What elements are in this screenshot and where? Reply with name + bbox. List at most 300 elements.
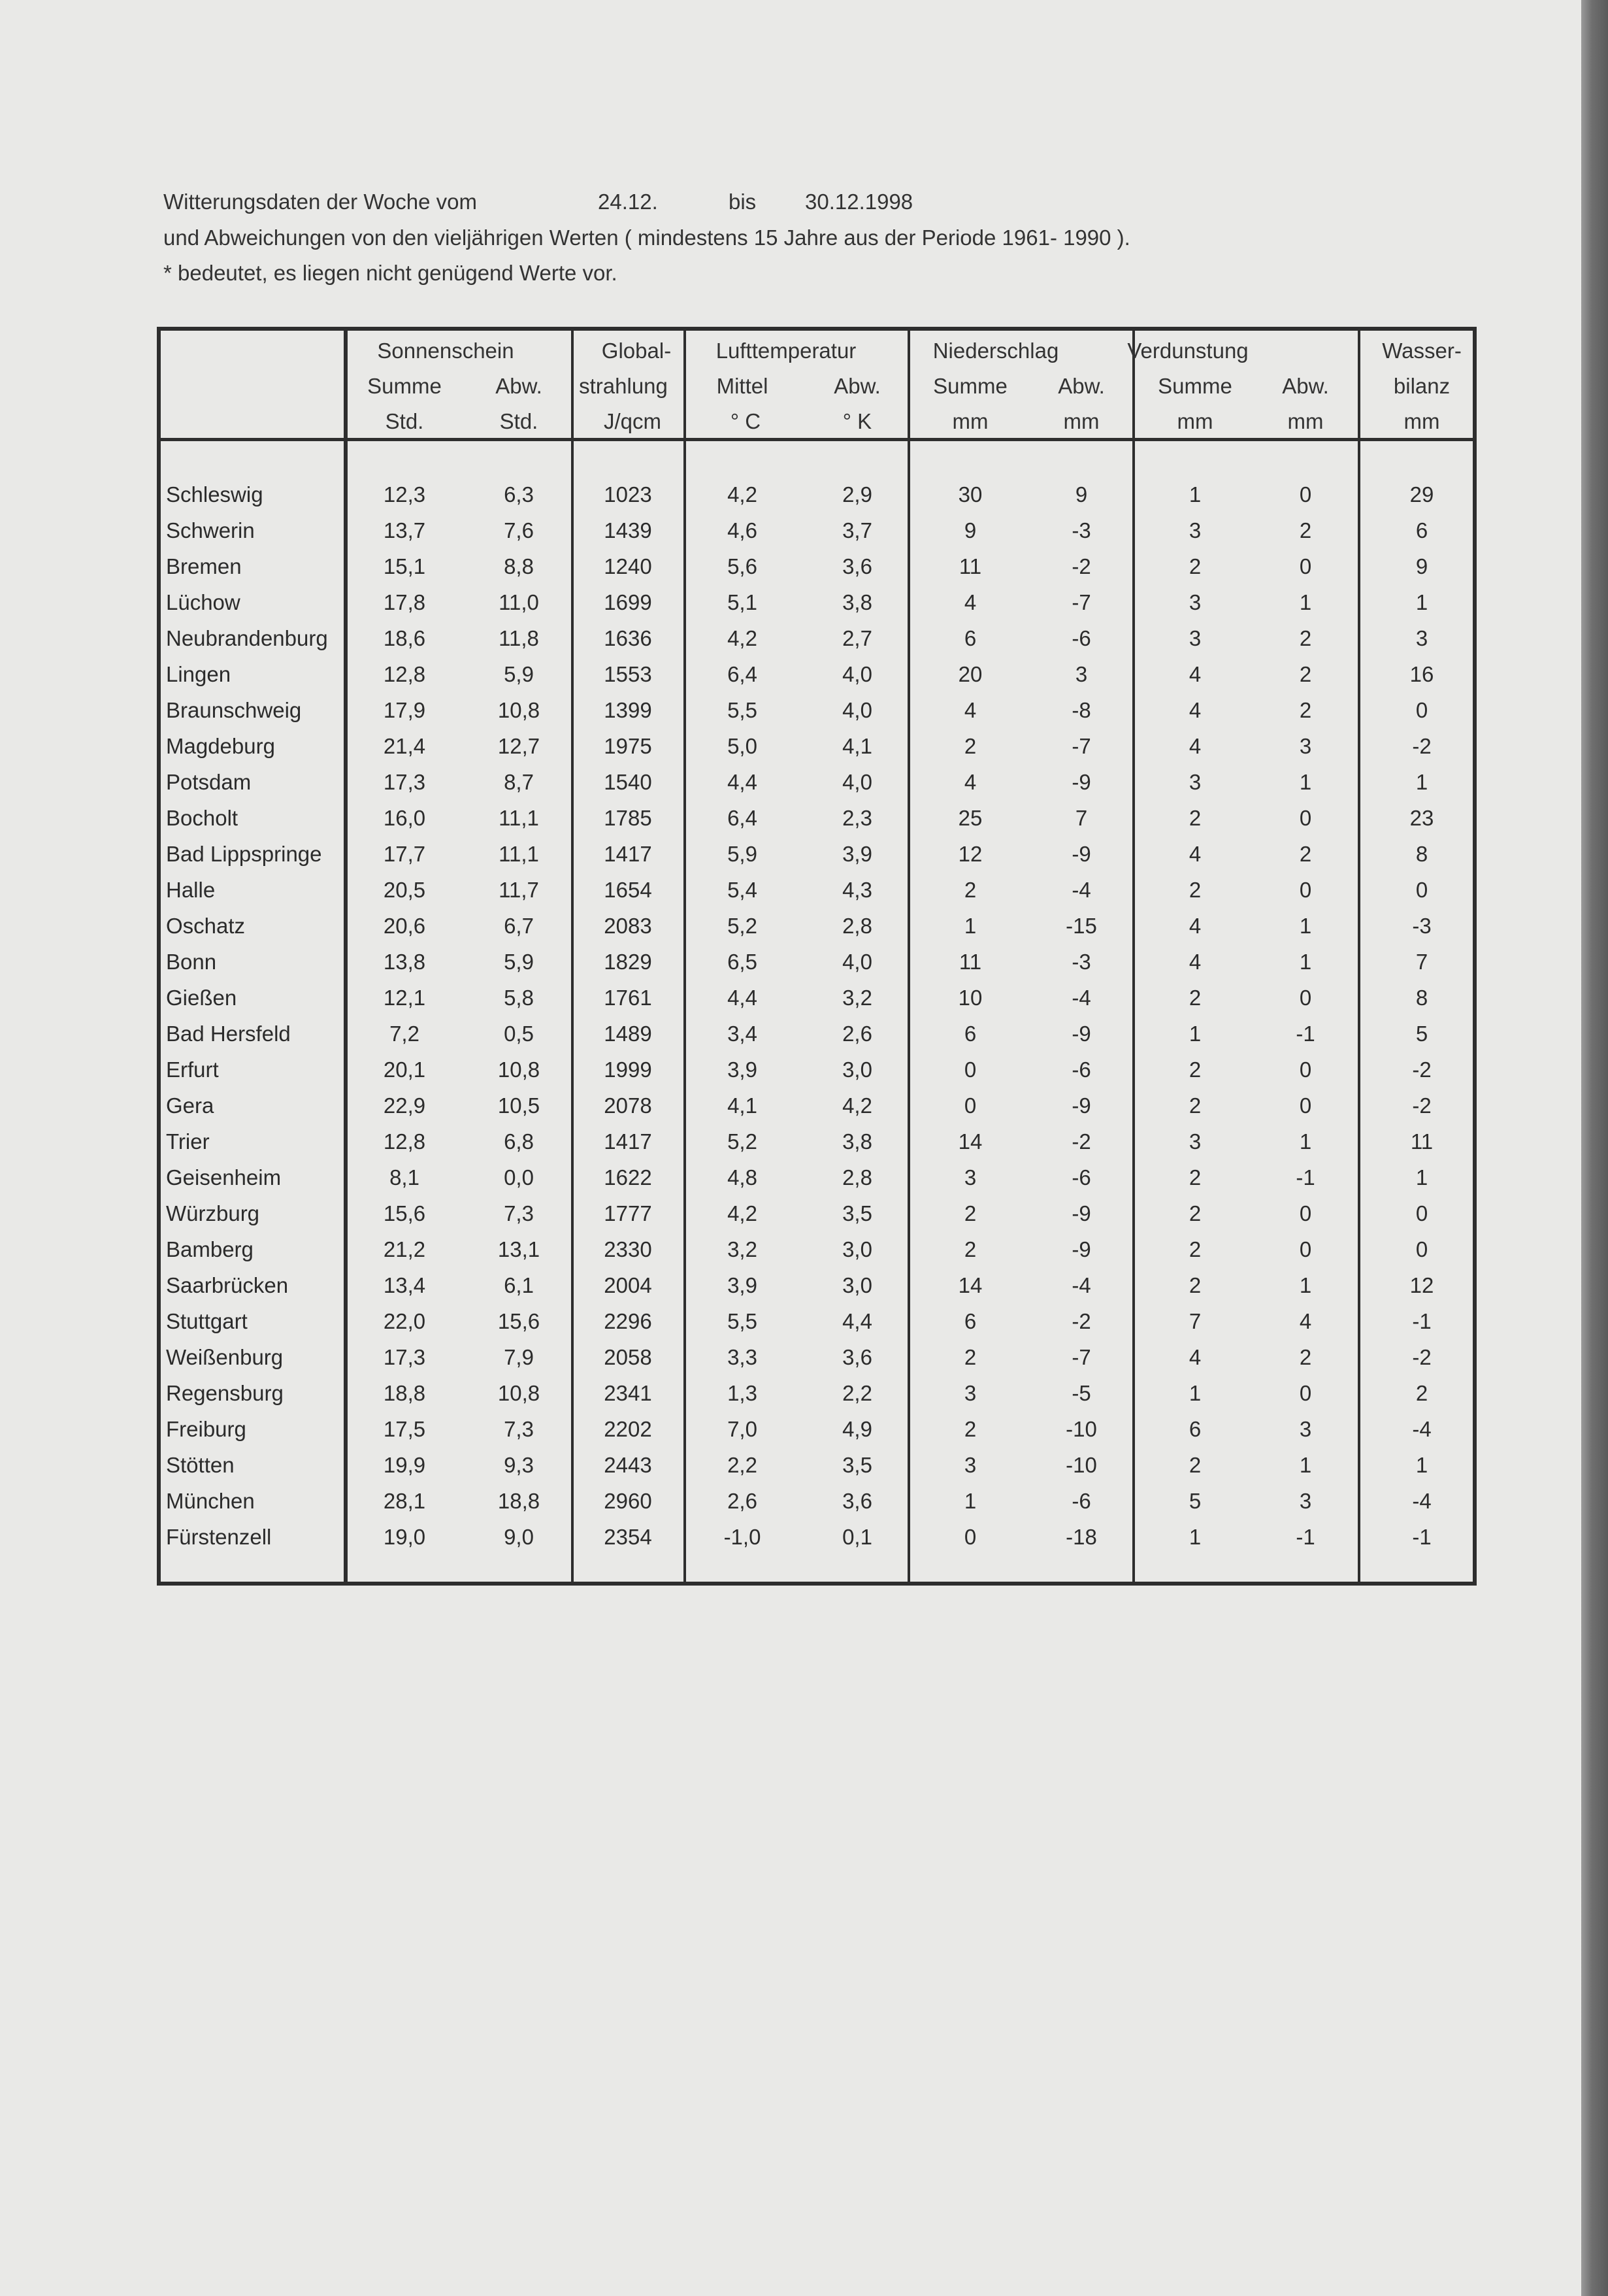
verd-summe: 2 xyxy=(1189,554,1202,578)
globalstrahlung: 1417 xyxy=(604,842,652,866)
header-global-2: strahlung xyxy=(579,374,668,398)
sonne-abw: 9,3 xyxy=(504,1453,534,1477)
station-name: Magdeburg xyxy=(166,734,275,758)
sonne-summe: 7,2 xyxy=(389,1022,419,1046)
verd-summe: 3 xyxy=(1189,626,1202,650)
verd-summe: 3 xyxy=(1189,770,1202,794)
globalstrahlung: 1622 xyxy=(604,1165,652,1190)
nieder-abw: -7 xyxy=(1072,1345,1091,1369)
temp-mittel: 5,2 xyxy=(727,914,757,938)
nieder-summe: 11 xyxy=(959,950,982,974)
temp-mittel: 4,1 xyxy=(727,1093,757,1118)
temp-mittel: 4,4 xyxy=(727,986,757,1010)
wasserbilanz: 1 xyxy=(1415,590,1428,614)
header-unit-std-1: Std. xyxy=(385,409,424,433)
globalstrahlung: 1489 xyxy=(604,1022,652,1046)
table-row xyxy=(161,1381,1473,1417)
table-row xyxy=(161,914,1473,950)
sonne-abw: 10,5 xyxy=(497,1093,540,1118)
temp-mittel: 6,5 xyxy=(727,950,757,974)
verd-abw: 0 xyxy=(1299,1201,1312,1225)
verd-abw: 2 xyxy=(1299,518,1312,542)
station-name: Oschatz xyxy=(166,914,246,938)
header-wasser-1: Wasser- xyxy=(1382,339,1462,363)
sonne-abw: 12,7 xyxy=(497,734,540,758)
verd-summe: 2 xyxy=(1189,1165,1202,1190)
verd-abw: 3 xyxy=(1299,1489,1312,1513)
verd-summe: 2 xyxy=(1189,1453,1202,1477)
sonne-summe: 16,0 xyxy=(383,806,426,830)
temp-mittel: 5,5 xyxy=(727,698,757,722)
temp-mittel: 4,2 xyxy=(727,1201,757,1225)
sonne-abw: 6,7 xyxy=(504,914,534,938)
temp-abw: 2,8 xyxy=(842,1165,872,1190)
temp-abw: 3,5 xyxy=(842,1201,872,1225)
table-row xyxy=(161,1201,1473,1237)
nieder-summe: 20 xyxy=(958,662,983,686)
table-row xyxy=(161,662,1473,698)
verd-abw: 0 xyxy=(1299,1237,1312,1261)
temp-abw: 0,1 xyxy=(842,1525,872,1549)
table-row xyxy=(161,554,1473,590)
nieder-abw: -9 xyxy=(1072,1022,1091,1046)
sonne-abw: 10,8 xyxy=(497,1381,540,1405)
nieder-summe: 10 xyxy=(958,986,983,1010)
sonne-abw: 18,8 xyxy=(497,1489,540,1513)
station-name: Geisenheim xyxy=(166,1165,282,1190)
station-name: Weißenburg xyxy=(166,1345,284,1369)
scanner-edge xyxy=(1581,0,1608,2296)
globalstrahlung: 2083 xyxy=(604,914,652,938)
temp-abw: 3,9 xyxy=(842,842,872,866)
verd-abw: -1 xyxy=(1296,1022,1315,1046)
verd-summe: 3 xyxy=(1189,590,1202,614)
table-row xyxy=(161,878,1473,914)
temp-abw: 3,0 xyxy=(842,1057,872,1082)
sonne-summe: 20,6 xyxy=(383,914,426,938)
nieder-summe: 1 xyxy=(964,914,977,938)
table-row xyxy=(161,950,1473,986)
station-name: Bamberg xyxy=(166,1237,254,1261)
station-name: Gera xyxy=(166,1093,214,1118)
nieder-summe: 0 xyxy=(964,1057,977,1082)
temp-mittel: 4,6 xyxy=(727,518,757,542)
wasserbilanz: 0 xyxy=(1415,1201,1428,1225)
verd-abw: -1 xyxy=(1296,1165,1315,1190)
verd-abw: 1 xyxy=(1299,1273,1312,1297)
wasserbilanz: 9 xyxy=(1415,554,1428,578)
sonne-summe: 21,4 xyxy=(383,734,426,758)
sonne-summe: 21,2 xyxy=(383,1237,426,1261)
sonne-abw: 10,8 xyxy=(497,1057,540,1082)
nieder-summe: 2 xyxy=(964,1201,977,1225)
sonne-abw: 7,3 xyxy=(504,1201,534,1225)
verd-summe: 7 xyxy=(1189,1309,1202,1333)
temp-abw: 3,6 xyxy=(842,1345,872,1369)
wasserbilanz: 1 xyxy=(1415,1165,1428,1190)
nieder-abw: -6 xyxy=(1072,626,1091,650)
temp-abw: 2,2 xyxy=(842,1381,872,1405)
temp-abw: 3,6 xyxy=(842,554,872,578)
temp-mittel: 3,4 xyxy=(727,1022,757,1046)
globalstrahlung: 1829 xyxy=(604,950,652,974)
station-name: Halle xyxy=(166,878,216,902)
sonne-summe: 13,4 xyxy=(383,1273,426,1297)
globalstrahlung: 1636 xyxy=(604,626,652,650)
temp-mittel: 7,0 xyxy=(727,1417,757,1441)
header-unit-mm-1: mm xyxy=(952,409,989,433)
wasserbilanz: 0 xyxy=(1415,1237,1428,1261)
temp-abw: 4,4 xyxy=(842,1309,872,1333)
verd-abw: 1 xyxy=(1299,1129,1312,1154)
header-unit-mm-5: mm xyxy=(1403,409,1440,433)
station-name: Neubrandenburg xyxy=(166,626,328,650)
wasserbilanz: -1 xyxy=(1412,1525,1432,1549)
station-name: Lüchow xyxy=(166,590,240,614)
globalstrahlung: 2330 xyxy=(604,1237,652,1261)
temp-mittel: 4,4 xyxy=(727,770,757,794)
nieder-abw: -6 xyxy=(1072,1489,1091,1513)
nieder-summe: 4 xyxy=(964,590,977,614)
header-wasser-2: bilanz xyxy=(1393,374,1451,398)
header-unit-mm-2: mm xyxy=(1063,409,1100,433)
globalstrahlung: 1785 xyxy=(604,806,652,830)
temp-mittel: 5,4 xyxy=(727,878,757,902)
temp-abw: 4,1 xyxy=(842,734,872,758)
sonne-summe: 13,7 xyxy=(383,518,426,542)
verd-summe: 2 xyxy=(1189,1273,1202,1297)
sonne-summe: 8,1 xyxy=(389,1165,419,1190)
nieder-abw: 9 xyxy=(1075,482,1088,507)
wasserbilanz: 11 xyxy=(1410,1129,1434,1154)
temp-abw: 4,9 xyxy=(842,1417,872,1441)
nieder-abw: 3 xyxy=(1075,662,1088,686)
sonne-abw: 8,7 xyxy=(504,770,534,794)
header-sonne-summe: Summe xyxy=(367,374,442,398)
station-name: Trier xyxy=(166,1129,210,1154)
wasserbilanz: 6 xyxy=(1415,518,1428,542)
nieder-summe: 0 xyxy=(964,1525,977,1549)
table-row xyxy=(161,1093,1473,1129)
wasserbilanz: -2 xyxy=(1412,1057,1432,1082)
header-unit-c: ° C xyxy=(730,409,761,433)
date-from: 24.12. xyxy=(598,190,658,214)
nieder-abw: -9 xyxy=(1072,770,1091,794)
sonne-abw: 5,9 xyxy=(504,950,534,974)
wasserbilanz: 0 xyxy=(1415,698,1428,722)
temp-mittel: 5,9 xyxy=(727,842,757,866)
temp-mittel: 5,2 xyxy=(727,1129,757,1154)
sonne-abw: 11,1 xyxy=(499,806,539,830)
header-niederschlag: Niederschlag xyxy=(932,339,1059,363)
sonne-summe: 17,5 xyxy=(383,1417,426,1441)
sonne-abw: 6,3 xyxy=(504,482,534,507)
table-row xyxy=(161,518,1473,554)
station-name: Stötten xyxy=(166,1453,235,1477)
table-row xyxy=(161,1489,1473,1525)
wasserbilanz: 2 xyxy=(1415,1381,1428,1405)
sonne-summe: 20,1 xyxy=(383,1057,426,1082)
nieder-abw: -9 xyxy=(1072,842,1091,866)
sonne-summe: 17,7 xyxy=(383,842,426,866)
intro-label: Witterungsdaten der Woche vom xyxy=(163,190,477,214)
temp-abw: 3,5 xyxy=(842,1453,872,1477)
sonne-summe: 20,5 xyxy=(383,878,426,902)
station-name: Bremen xyxy=(166,554,242,578)
temp-abw: 3,0 xyxy=(842,1237,872,1261)
nieder-summe: 30 xyxy=(958,482,983,507)
nieder-abw: -18 xyxy=(1066,1525,1097,1549)
station-name: Potsdam xyxy=(166,770,252,794)
temp-mittel: 3,2 xyxy=(727,1237,757,1261)
wasserbilanz: 23 xyxy=(1409,806,1434,830)
table-row xyxy=(161,626,1473,662)
verd-summe: 4 xyxy=(1189,698,1202,722)
temp-mittel: 3,9 xyxy=(727,1273,757,1297)
nieder-abw: -8 xyxy=(1072,698,1091,722)
nieder-summe: 2 xyxy=(964,734,977,758)
nieder-abw: -3 xyxy=(1072,950,1091,974)
header-nieder-abw: Abw. xyxy=(1058,374,1105,398)
table-row xyxy=(161,1129,1473,1165)
wasserbilanz: 8 xyxy=(1415,986,1428,1010)
nieder-abw: -6 xyxy=(1072,1165,1091,1190)
globalstrahlung: 2078 xyxy=(604,1093,652,1118)
sonne-summe: 15,1 xyxy=(383,554,426,578)
verd-abw: 3 xyxy=(1299,734,1312,758)
verd-abw: 0 xyxy=(1299,1057,1312,1082)
verd-abw: 0 xyxy=(1299,986,1312,1010)
verd-summe: 4 xyxy=(1189,914,1202,938)
nieder-abw: -9 xyxy=(1072,1201,1091,1225)
globalstrahlung: 1399 xyxy=(604,698,652,722)
temp-abw: 3,2 xyxy=(842,986,872,1010)
bis-label: bis xyxy=(729,190,757,214)
intro-line-1 xyxy=(163,190,947,216)
table-row xyxy=(161,1309,1473,1345)
sonne-summe: 17,3 xyxy=(383,770,426,794)
table-row xyxy=(161,1345,1473,1381)
table-row xyxy=(161,806,1473,842)
verd-summe: 2 xyxy=(1189,1237,1202,1261)
nieder-summe: 4 xyxy=(964,698,977,722)
temp-mittel: 1,3 xyxy=(727,1381,757,1405)
table-row xyxy=(161,1165,1473,1201)
nieder-abw: -2 xyxy=(1072,1129,1091,1154)
header-temp-mittel: Mittel xyxy=(716,374,768,398)
nieder-summe: 6 xyxy=(964,1309,977,1333)
sonne-abw: 7,9 xyxy=(504,1345,534,1369)
sonne-abw: 8,8 xyxy=(504,554,534,578)
verd-summe: 2 xyxy=(1189,986,1202,1010)
table-row xyxy=(161,482,1473,518)
temp-abw: 4,0 xyxy=(842,698,872,722)
station-name: Braunschweig xyxy=(166,698,302,722)
globalstrahlung: 1023 xyxy=(604,482,652,507)
intro-line-2: und Abweichungen von den vieljährigen Werten ( mindestens 15 Jahre aus der Periode 1961- 1990 ). xyxy=(163,225,1130,250)
nieder-summe: 3 xyxy=(964,1453,977,1477)
temp-abw: 4,0 xyxy=(842,662,872,686)
temp-mittel: 5,1 xyxy=(727,590,757,614)
globalstrahlung: 2443 xyxy=(604,1453,652,1477)
sonne-summe: 19,9 xyxy=(383,1453,426,1477)
verd-summe: 4 xyxy=(1189,842,1202,866)
verd-abw: 1 xyxy=(1299,770,1312,794)
header-unit-std-2: Std. xyxy=(499,409,538,433)
table-row xyxy=(161,590,1473,626)
sonne-abw: 11,7 xyxy=(499,878,539,902)
temp-mittel: 4,8 xyxy=(727,1165,757,1190)
globalstrahlung: 1654 xyxy=(604,878,652,902)
temp-abw: 4,0 xyxy=(842,770,872,794)
nieder-summe: 4 xyxy=(964,770,977,794)
table-row xyxy=(161,986,1473,1022)
globalstrahlung: 2296 xyxy=(604,1309,652,1333)
globalstrahlung: 1240 xyxy=(604,554,652,578)
table-row xyxy=(161,1417,1473,1453)
verd-summe: 4 xyxy=(1189,662,1202,686)
nieder-abw: -3 xyxy=(1072,518,1091,542)
nieder-abw: -6 xyxy=(1072,1057,1091,1082)
temp-abw: 2,8 xyxy=(842,914,872,938)
temp-abw: 2,6 xyxy=(842,1022,872,1046)
sonne-summe: 19,0 xyxy=(383,1525,426,1549)
nieder-summe: 14 xyxy=(958,1273,983,1297)
nieder-summe: 0 xyxy=(964,1093,977,1118)
verd-abw: 4 xyxy=(1299,1309,1312,1333)
verd-abw: 0 xyxy=(1299,1093,1312,1118)
globalstrahlung: 1553 xyxy=(604,662,652,686)
temp-abw: 2,9 xyxy=(842,482,872,507)
nieder-summe: 2 xyxy=(964,1345,977,1369)
verd-summe: 1 xyxy=(1189,1525,1202,1549)
table-row xyxy=(161,1273,1473,1309)
table-row xyxy=(161,1453,1473,1489)
wasserbilanz: 29 xyxy=(1409,482,1434,507)
station-name: Bocholt xyxy=(166,806,238,830)
table-row xyxy=(161,1022,1473,1057)
verd-summe: 2 xyxy=(1189,1093,1202,1118)
date-to: 30.12.1998 xyxy=(805,190,913,214)
globalstrahlung: 2341 xyxy=(604,1381,652,1405)
verd-abw: 2 xyxy=(1299,698,1312,722)
verd-abw: 1 xyxy=(1299,914,1312,938)
station-name: Fürstenzell xyxy=(166,1525,272,1549)
header-temp-abw: Abw. xyxy=(834,374,881,398)
wasserbilanz: 3 xyxy=(1415,626,1428,650)
temp-mittel: 2,2 xyxy=(727,1453,757,1477)
verd-abw: -1 xyxy=(1296,1525,1315,1549)
nieder-summe: 6 xyxy=(964,1022,977,1046)
station-name: Bonn xyxy=(166,950,217,974)
header-unit-mm-3: mm xyxy=(1177,409,1213,433)
globalstrahlung: 1439 xyxy=(604,518,652,542)
nieder-summe: 11 xyxy=(959,554,982,578)
verd-summe: 5 xyxy=(1189,1489,1202,1513)
globalstrahlung: 1975 xyxy=(604,734,652,758)
verd-abw: 0 xyxy=(1299,554,1312,578)
temp-mittel: 3,3 xyxy=(727,1345,757,1369)
temp-mittel: 6,4 xyxy=(727,806,757,830)
temp-abw: 3,6 xyxy=(842,1489,872,1513)
sonne-summe: 13,8 xyxy=(383,950,426,974)
sonne-abw: 11,0 xyxy=(499,590,539,614)
globalstrahlung: 2960 xyxy=(604,1489,652,1513)
nieder-summe: 6 xyxy=(964,626,977,650)
nieder-abw: -10 xyxy=(1066,1453,1097,1477)
temp-mittel: 5,0 xyxy=(727,734,757,758)
wasserbilanz: -2 xyxy=(1412,734,1432,758)
table-row xyxy=(161,842,1473,878)
verd-abw: 0 xyxy=(1299,1381,1312,1405)
verd-abw: 1 xyxy=(1299,590,1312,614)
header-sonne-abw: Abw. xyxy=(495,374,542,398)
nieder-summe: 3 xyxy=(964,1165,977,1190)
sonne-abw: 5,9 xyxy=(504,662,534,686)
sonne-summe: 12,1 xyxy=(383,986,426,1010)
wasserbilanz: -4 xyxy=(1412,1417,1432,1441)
header-separator xyxy=(161,438,1473,441)
wasserbilanz: -4 xyxy=(1412,1489,1432,1513)
temp-mittel: 2,6 xyxy=(727,1489,757,1513)
verd-summe: 3 xyxy=(1189,1129,1202,1154)
temp-mittel: 3,9 xyxy=(727,1057,757,1082)
nieder-abw: -10 xyxy=(1066,1417,1097,1441)
sonne-abw: 9,0 xyxy=(504,1525,534,1549)
sonne-summe: 12,8 xyxy=(383,662,426,686)
sonne-summe: 22,0 xyxy=(383,1309,426,1333)
nieder-abw: -9 xyxy=(1072,1237,1091,1261)
sonne-summe: 15,6 xyxy=(383,1201,426,1225)
station-name: Erfurt xyxy=(166,1057,219,1082)
verd-abw: 3 xyxy=(1299,1417,1312,1441)
sonne-abw: 0,0 xyxy=(504,1165,534,1190)
temp-abw: 2,3 xyxy=(842,806,872,830)
wasserbilanz: 16 xyxy=(1409,662,1434,686)
verd-summe: 2 xyxy=(1189,1057,1202,1082)
wasserbilanz: 5 xyxy=(1415,1022,1428,1046)
temp-abw: 4,3 xyxy=(842,878,872,902)
station-name: München xyxy=(166,1489,255,1513)
header-sonnenschein: Sonnenschein xyxy=(377,339,514,363)
verd-summe: 3 xyxy=(1189,518,1202,542)
globalstrahlung: 1777 xyxy=(604,1201,652,1225)
station-name: Regensburg xyxy=(166,1381,284,1405)
intro-line-3: * bedeutet, es liegen nicht genügend Werte vor. xyxy=(163,261,617,285)
wasserbilanz: 12 xyxy=(1409,1273,1434,1297)
verd-abw: 2 xyxy=(1299,1345,1312,1369)
verd-summe: 6 xyxy=(1189,1417,1202,1441)
temp-mittel: 5,6 xyxy=(727,554,757,578)
verd-summe: 1 xyxy=(1189,482,1202,507)
sonne-abw: 5,8 xyxy=(504,986,534,1010)
verd-abw: 2 xyxy=(1299,626,1312,650)
sonne-summe: 12,8 xyxy=(383,1129,426,1154)
nieder-summe: 3 xyxy=(964,1381,977,1405)
nieder-abw: -9 xyxy=(1072,1093,1091,1118)
table-row xyxy=(161,1237,1473,1273)
sonne-summe: 12,3 xyxy=(383,482,426,507)
sonne-summe: 17,9 xyxy=(383,698,426,722)
verd-summe: 4 xyxy=(1189,734,1202,758)
nieder-abw: -4 xyxy=(1072,878,1091,902)
wasserbilanz: 8 xyxy=(1415,842,1428,866)
temp-mittel: 4,2 xyxy=(727,482,757,507)
header-verdunstung: Verdunstung xyxy=(1127,339,1249,363)
globalstrahlung: 1999 xyxy=(604,1057,652,1082)
table-row xyxy=(161,734,1473,770)
verd-abw: 1 xyxy=(1299,1453,1312,1477)
